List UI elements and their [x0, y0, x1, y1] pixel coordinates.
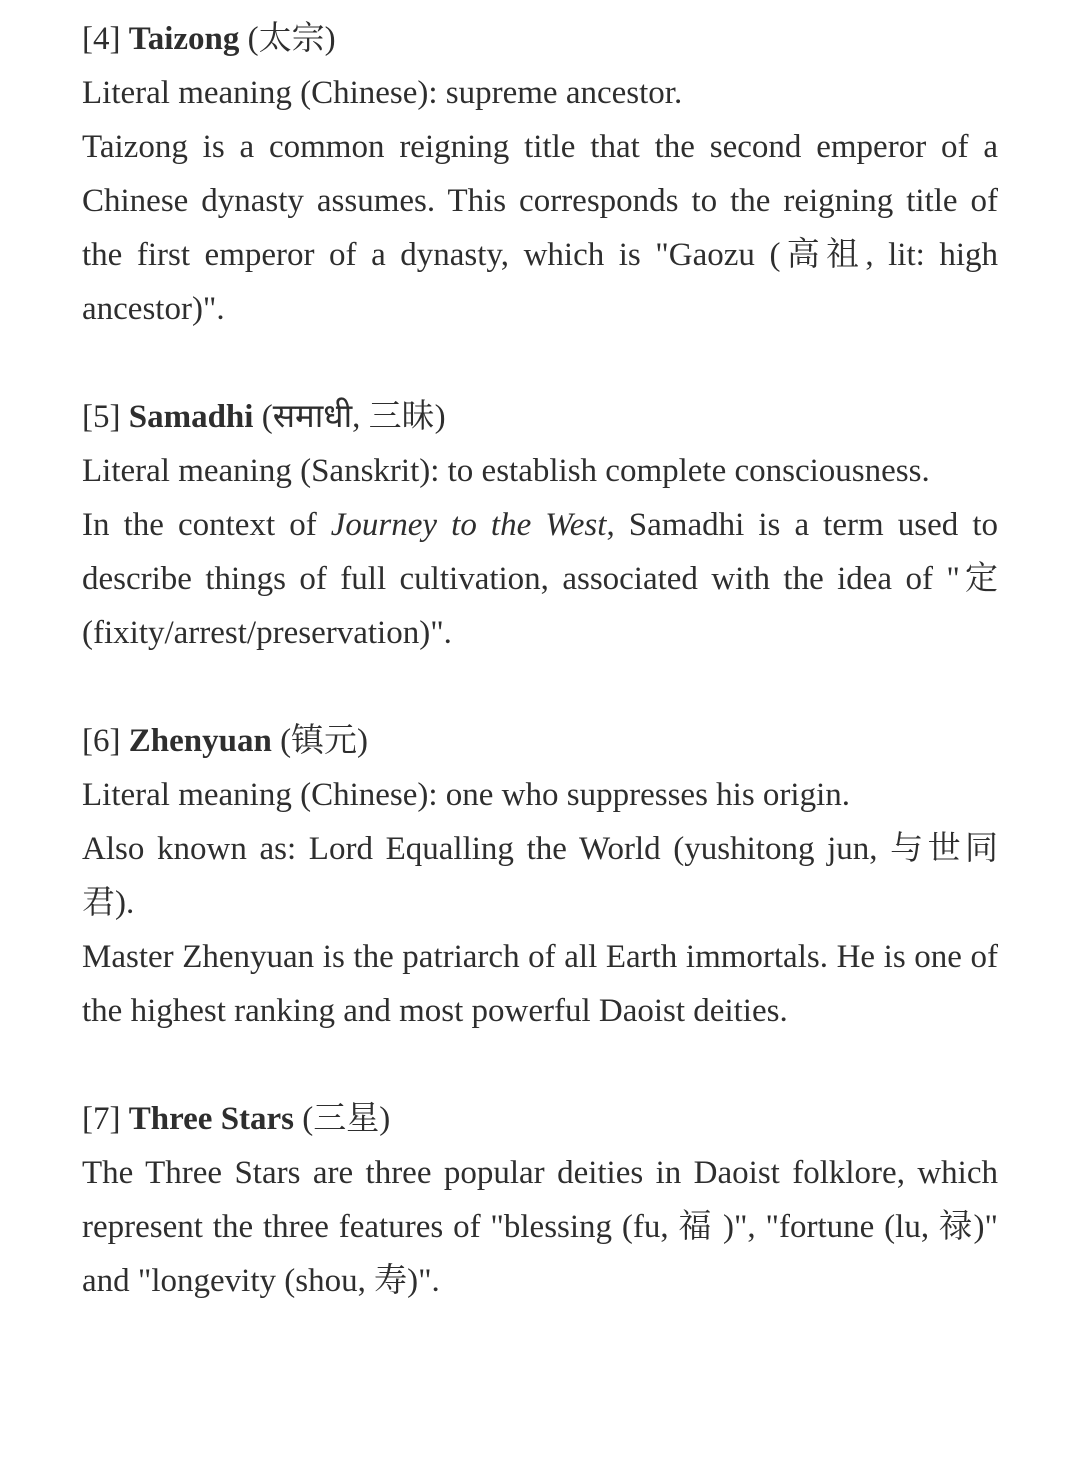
description-text: In the context of	[82, 507, 331, 543]
entry-native-name: (समाधी, 三昧)	[261, 399, 446, 435]
entry-term: Taizong	[128, 21, 240, 57]
entry-number: [5]	[82, 399, 121, 435]
entry-term: Zhenyuan	[128, 723, 272, 759]
glossary-entry-samadhi	[82, 390, 998, 660]
entry-native-name: (三星)	[302, 1101, 391, 1137]
entry-literal-meaning: Literal meaning (Chinese): supreme ancestor.	[82, 75, 683, 111]
entry-native-name: (太宗)	[247, 21, 336, 57]
entry-description: Taizong is a common reigning title that the second emperor of a Chinese dynasty assumes. This corresponds to the reigning title of the first emperor of a dynasty, which is "Gaozu (高祖, lit: high ancestor)".	[82, 129, 998, 327]
glossary-entry-zhenyuan	[82, 714, 998, 1038]
entry-number: [6]	[82, 723, 121, 759]
entry-literal-meaning: Literal meaning (Chinese): one who suppresses his origin.	[82, 777, 851, 813]
entry-heading	[82, 390, 998, 444]
glossary-notes	[82, 12, 998, 1362]
glossary-entry-three-stars	[82, 1092, 998, 1308]
entry-heading	[82, 12, 998, 66]
entry-number: [7]	[82, 1101, 121, 1137]
entry-heading	[82, 1092, 998, 1146]
entry-description: The Three Stars are three popular deities in Daoist folklore, which represent the three features of "blessing (fu, 福 )", "fortune (lu, 禄)" and "longevity (shou, 寿)".	[82, 1155, 998, 1299]
entry-number: [4]	[82, 21, 121, 57]
book-title: Journey to the West	[330, 507, 607, 543]
entry-literal-meaning: Literal meaning (Sanskrit): to establish complete consciousness.	[82, 453, 930, 489]
entry-term: Samadhi	[128, 399, 254, 435]
entry-heading	[82, 714, 998, 768]
entry-description	[82, 498, 998, 660]
entry-description: Master Zhenyuan is the patriarch of all Earth immortals. He is one of the highest ranking and most powerful Daoist deities.	[82, 939, 998, 1029]
glossary-entry-taizong	[82, 12, 998, 336]
description-text: , Samadhi is a term used to describe things of full cultivation, associated with the idea of "定 (fixity/arrest/preservation)".	[82, 507, 998, 651]
entry-native-name: (镇元)	[280, 723, 369, 759]
entry-term: Three Stars	[128, 1101, 295, 1137]
entry-alias: Also known as: Lord Equalling the World (yushitong jun, 与世同君).	[82, 831, 998, 921]
